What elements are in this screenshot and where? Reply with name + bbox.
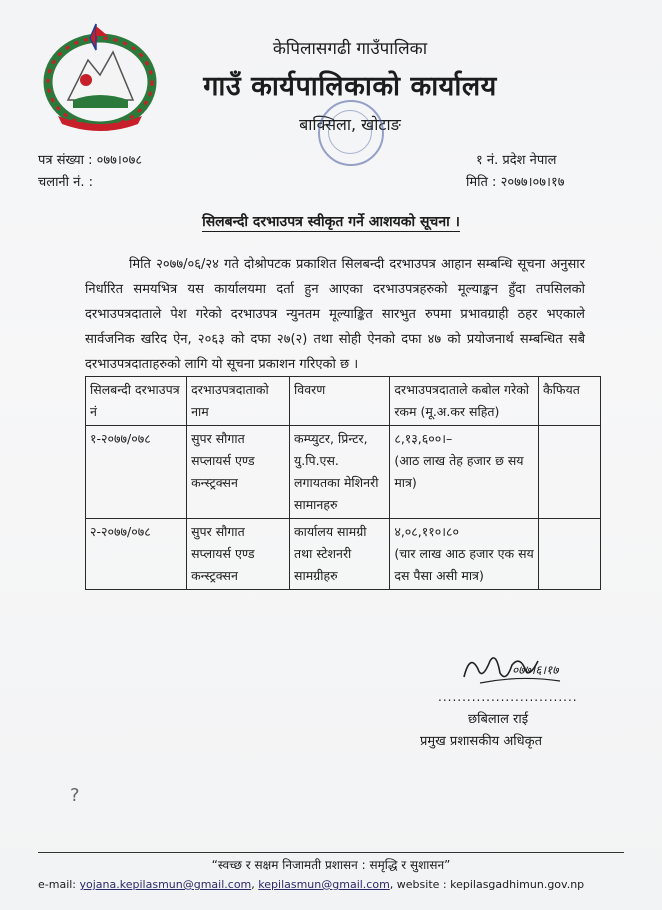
notice-body: मिति २०७७/०६/२४ गते दोश्रोपटक प्रकाशित सिलबन्दी दरभाउपत्र आहान सम्बन्धि सूचना अनुसार निर्धारित समयभित्र यस कार्यालयमा दर्ता हुन आएका दरभाउपत्रहरुको मूल्याङ्कन हुँदा तपसिलको दरभाउपत्रदाताले पेश गरेको दरभाउपत्र न्युनतम मूल्याङ्कित सारभुत रुपमा प्रभावग्राही ठहर भएकाले सार्वजनिक खरिद ऐन, २०६३ को दफा २७(२) तथा सोही ऐनको दफा ४७ को प्रयोजनार्थ सम्बन्धित सबै दरभाउपत्रदाताहरुको लागि यो सूचना प्रकाशन गरिएको छ । [85, 257, 585, 372]
header-amount: दरभाउपत्रदाताले कबोल गरेको रकम (मू.अ.कर सहित) [390, 377, 539, 426]
bid-table [85, 376, 601, 590]
signature-line: ............................. [438, 690, 578, 704]
notice-subject: सिलबन्दी दरभाउपत्र स्वीकृत गर्ने आशयको सूचना । [202, 214, 460, 230]
row-amount-words: (आठ लाख तेह हजार छ सय मात्र) [394, 453, 524, 490]
email-link-1[interactable]: yojana.kepilasmun@gmail.com [79, 878, 252, 891]
header-bid-number: सिलबन्दी दरभाउपत्र नं [86, 377, 187, 426]
province-label: १ नं. प्रदेश नेपाल [476, 153, 557, 168]
letter-number: पत्र संख्या : ०७७।०७८ [38, 153, 143, 168]
footer-divider [38, 852, 624, 853]
website-label: website : [396, 878, 447, 891]
letter-date: मिति : २०७७।०७।१७ [466, 175, 565, 190]
signature-date: ०७७।६।१७ [512, 663, 559, 677]
email-link-2[interactable]: kepilasmun@gmail.com [258, 878, 390, 891]
signatory-title: प्रमुख प्रशासकीय अधिकृत [420, 734, 543, 749]
row-amount-words: (चार लाख आठ हजार एक सय दस पैसा असी मात्र) [394, 546, 534, 583]
header-remarks: कैफियत [538, 377, 600, 426]
row-remarks [538, 519, 600, 590]
nepal-emblem-icon [38, 20, 163, 135]
table-row [86, 426, 601, 519]
row-remarks [538, 426, 600, 519]
dispatch-number: चलानी नं. : [38, 175, 94, 190]
footer-motto: “स्वच्छ र सक्षम निजामती प्रशासन : समृद्धि र सुशासन” [211, 858, 451, 872]
row-bidder-name: सुपर सौगात सप्लायर्स एण्ड कन्स्ट्रक्सन [187, 519, 290, 590]
office-name: गाउँ कार्यपालिकाको कार्यालय [203, 71, 497, 102]
header-description: विवरण [290, 377, 390, 426]
row-description: कम्प्युटर, प्रिन्टर, यु.पि.एस. लगायतका मेशिनरी सामानहरु [290, 426, 390, 519]
table-row [86, 519, 601, 590]
table-header-row [86, 377, 601, 426]
email-label: e-mail: [38, 878, 77, 891]
handwritten-mark: ? [70, 785, 80, 806]
signatory-name: छबिलाल राई [468, 712, 529, 727]
row-bid-number: १-२०७७/०७८ [86, 426, 187, 519]
website-link[interactable]: kepilasgadhimun.gov.np [450, 878, 585, 891]
header-bidder-name: दरभाउपत्रदाताको नाम [187, 377, 290, 426]
office-address: बाक्सिला, खोटाङ [299, 115, 401, 134]
signature-block [420, 645, 610, 755]
row-bidder-name: सुपर सौगात सप्लायर्स एण्ड कन्स्ट्रक्सन [187, 426, 290, 519]
row-bid-number: २-२०७७/०७८ [86, 519, 187, 590]
municipality-name: केपिलासगढी गाउँपालिका [272, 39, 428, 59]
row-description: कार्यालय सामग्री तथा स्टेशनरी सामग्रीहरु [290, 519, 390, 590]
footer-contact: e-mail: yojana.kepilasmun@gmail.com, kepilasmun@gmail.com, website : kepilasgadhimun.gov.np [38, 878, 585, 891]
row-amount: ८,१३,६००।– [394, 431, 453, 446]
office-seal-stamp [318, 100, 384, 166]
row-amount-cell [390, 426, 539, 519]
row-amount-cell [390, 519, 539, 590]
row-amount: ४,०८,११०।८० [394, 524, 459, 539]
